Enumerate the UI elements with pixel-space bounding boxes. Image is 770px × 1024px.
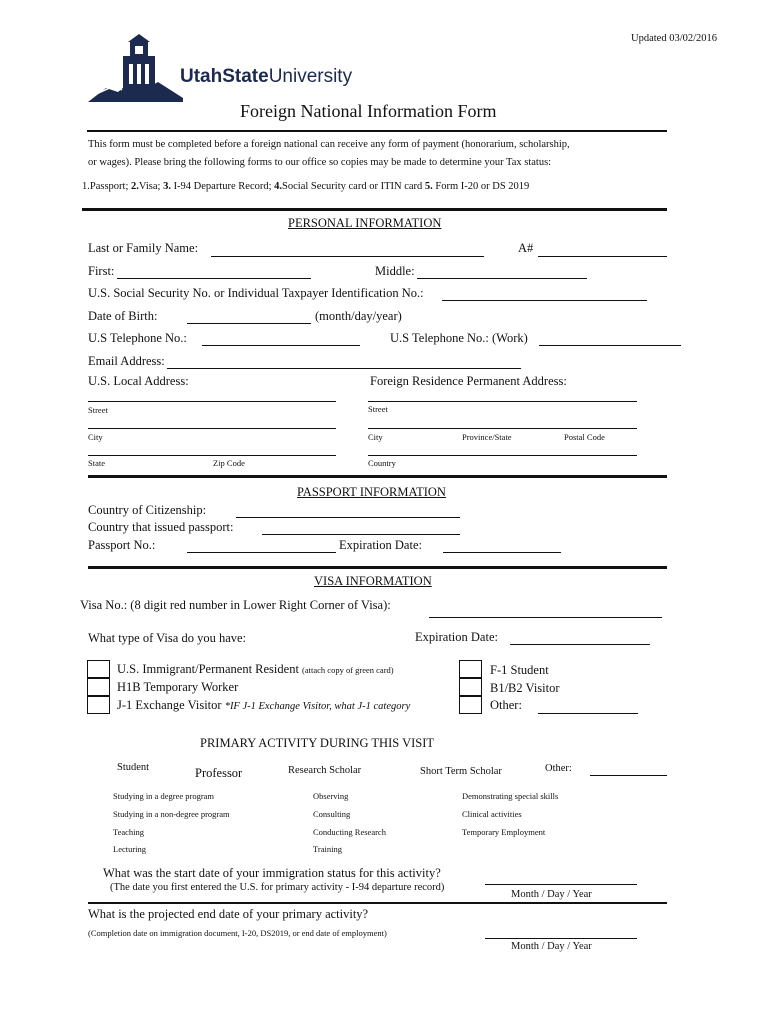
activity-item: Studying in a degree program (113, 791, 215, 801)
foreign-country-caption: Country (368, 458, 396, 468)
activity-student: Student (117, 762, 150, 773)
activity-item: Clinical activities (462, 809, 522, 819)
activity-other-field[interactable] (590, 775, 667, 776)
foreign-street-field[interactable] (368, 401, 637, 402)
ssn-label: U.S. Social Security No. or Individual Taxpayer Identification No.: (88, 286, 424, 300)
end-date-format: Month / Day / Year (511, 941, 592, 952)
other-visa-field[interactable] (538, 713, 638, 714)
last-name-label: Last or Family Name: (88, 241, 199, 255)
visa-number-label: Visa No.: (8 digit red number in Lower Right Corner of Visa): (80, 598, 391, 612)
foreign-address-label: Foreign Residence Permanent Address: (370, 374, 567, 388)
section-rule-personal (82, 208, 667, 211)
required-docs: 1.Passport; 2.Visa; 3. I-94 Departure Record; 4.Social Security card or ITIN card 5. Form I-20 or DS 2019 (82, 181, 530, 192)
logo-text-light: University (268, 66, 353, 87)
checkbox-other-visa[interactable] (459, 696, 482, 714)
citizenship-label: Country of Citizenship: (88, 503, 207, 517)
visa-expiration-field[interactable] (510, 644, 650, 645)
local-state-caption: State (88, 458, 105, 468)
issuing-country-field[interactable] (262, 534, 460, 535)
activity-heading: PRIMARY ACTIVITY DURING THIS VISIT (200, 736, 435, 750)
email-label: Email Address: (88, 354, 165, 368)
email-field[interactable] (167, 368, 521, 369)
activity-item: Training (313, 844, 342, 854)
work-phone-field[interactable] (539, 345, 681, 346)
foreign-city-caption: City (368, 432, 383, 442)
passport-expiration-field[interactable] (443, 552, 561, 553)
activity-short-term-scholar: Short Term Scholar (420, 766, 502, 777)
activity-research-scholar: Research Scholar (288, 765, 362, 776)
local-zip-caption: Zip Code (213, 458, 245, 468)
section-rule-end-date (88, 902, 667, 904)
checkbox-f1[interactable] (459, 660, 482, 678)
phone-field[interactable] (202, 345, 360, 346)
immigrant-option: U.S. Immigrant/Permanent Resident (attach copy of green card) (117, 662, 394, 676)
passport-heading: PASSPORT INFORMATION (297, 485, 446, 499)
citizenship-field[interactable] (236, 517, 460, 518)
h1b-option: H1B Temporary Worker (117, 680, 239, 694)
first-name-label: First: (88, 264, 115, 278)
activity-item: Teaching (113, 827, 145, 837)
visa-number-field[interactable] (429, 617, 662, 618)
local-street-caption: Street (88, 405, 108, 415)
local-state-field[interactable] (88, 455, 336, 456)
activity-item: Observing (313, 791, 349, 801)
activity-item: Demonstrating special skills (462, 791, 559, 801)
passport-number-label: Passport No.: (88, 538, 156, 552)
foreign-city-field[interactable] (368, 428, 637, 429)
personal-heading: PERSONAL INFORMATION (288, 216, 442, 230)
start-date-field[interactable] (485, 884, 637, 885)
local-street-field[interactable] (88, 401, 336, 402)
middle-name-label: Middle: (375, 264, 415, 278)
activity-professor: Professor (195, 766, 243, 780)
foreign-street-caption: Street (368, 404, 388, 414)
a-number-field[interactable] (538, 256, 667, 257)
f1-option: F-1 Student (490, 663, 549, 677)
activity-item: Temporary Employment (462, 827, 546, 837)
visa-heading: VISA INFORMATION (314, 574, 432, 588)
passport-number-field[interactable] (187, 552, 336, 553)
end-date-question: What is the projected end date of your primary activity? (88, 907, 369, 921)
foreign-country-field[interactable] (368, 455, 637, 456)
section-rule-visa (88, 566, 667, 569)
visa-expiration-label: Expiration Date: (415, 630, 498, 644)
updated-date: Updated 03/02/2016 (631, 33, 718, 44)
local-city-field[interactable] (88, 428, 336, 429)
dob-hint: (month/day/year) (315, 309, 402, 323)
other-visa-option: Other: (490, 698, 522, 712)
end-date-field[interactable] (485, 938, 637, 939)
intro-line-2: or wages). Please bring the following forms to our office so copies may be made to determine your Tax status: (88, 157, 552, 168)
work-phone-label: U.S Telephone No.: (Work) (390, 331, 528, 345)
dob-label: Date of Birth: (88, 309, 158, 323)
start-date-question: What was the start date of your immigration status for this activity? (103, 866, 441, 880)
checkbox-j1[interactable] (87, 696, 110, 714)
issuing-country-label: Country that issued passport: (88, 520, 234, 534)
checkbox-b1b2[interactable] (459, 678, 482, 696)
passport-expiration-label: Expiration Date: (339, 538, 422, 552)
intro-line-1: This form must be completed before a foreign national can receive any form of payment (honorarium, scholarship, (88, 139, 570, 150)
activity-item: Conducting Research (313, 827, 386, 837)
activity-item: Consulting (313, 809, 351, 819)
start-date-hint: (The date you first entered the U.S. for primary activity - I-94 departure record) (110, 882, 445, 893)
dob-field[interactable] (187, 323, 311, 324)
section-rule-passport (88, 475, 667, 478)
foreign-province-caption: Province/State (462, 432, 512, 442)
foreign-postal-caption: Postal Code (564, 432, 605, 442)
local-city-caption: City (88, 432, 103, 442)
b1b2-option: B1/B2 Visitor (490, 681, 560, 695)
checkbox-immigrant[interactable] (87, 660, 110, 678)
checkbox-h1b[interactable] (87, 678, 110, 696)
activity-item: Lecturing (113, 844, 147, 854)
ssn-field[interactable] (442, 300, 647, 301)
a-number-label: A# (518, 241, 534, 255)
activity-item: Studying in a non-degree program (113, 809, 230, 819)
last-name-field[interactable] (211, 256, 484, 257)
first-name-field[interactable] (117, 278, 311, 279)
logo-building-icon (88, 32, 183, 104)
university-logo (88, 32, 363, 104)
phone-label: U.S Telephone No.: (88, 331, 187, 345)
logo-text-bold: UtahState (180, 66, 269, 87)
local-address-label: U.S. Local Address: (88, 374, 189, 388)
title-rule (87, 130, 667, 132)
start-date-format: Month / Day / Year (511, 889, 592, 900)
middle-name-field[interactable] (417, 278, 587, 279)
end-date-hint: (Completion date on immigration document, I-20, DS2019, or end date of employment) (88, 928, 387, 938)
j1-option: J-1 Exchange Visitor *IF J-1 Exchange Visitor, what J-1 category (117, 698, 411, 712)
page-title: Foreign National Information Form (240, 101, 497, 121)
visa-type-question: What type of Visa do you have: (88, 631, 247, 645)
activity-other: Other: (545, 763, 572, 774)
